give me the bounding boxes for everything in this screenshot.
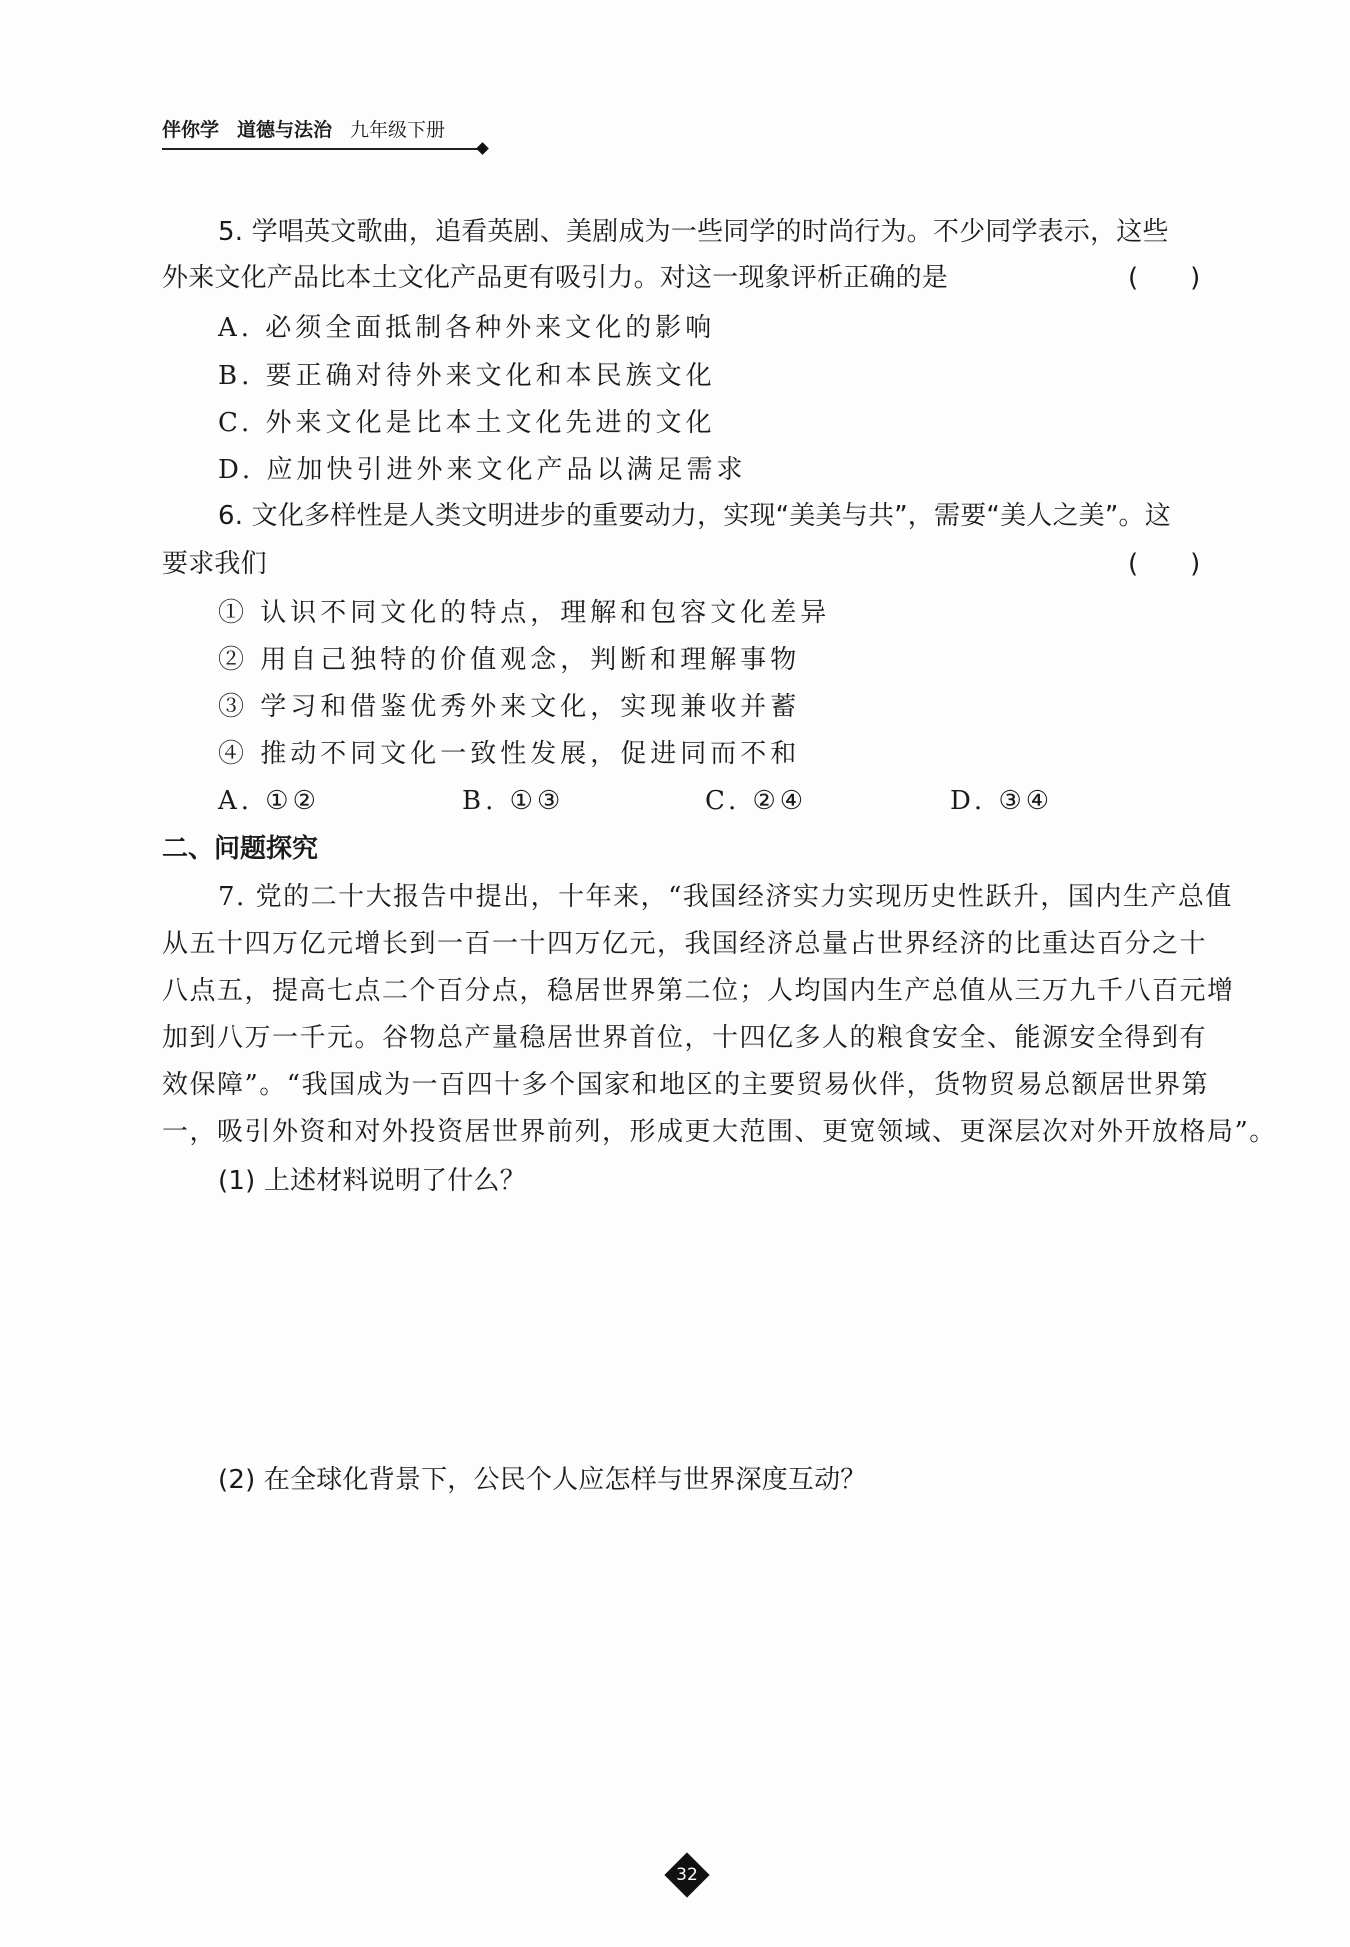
q7-subquestion-1: (1) 上述材料说明了什么？ [218,1166,526,1196]
q5-option-b: B. 要正确对待外来文化和本民族文化 [218,361,716,391]
q5-option-a: A. 必须全面抵制各种外来文化的影响 [218,313,716,343]
q6-choice-b: B. ①③ [462,786,565,816]
q7-material-line-6: 一，吸引外资和对外投资居世界前列，形成更大范围、更宽领域、更深层次对外开放格局”。 [162,1117,1277,1147]
q5-answer-parentheses: ( ) [1128,263,1201,293]
q5-stem-line-1: 5. 学唱英文歌曲，追看英剧、美剧成为一些同学的时尚行为。不少同学表示，这些 [218,217,1169,247]
q5-option-d: D. 应加快引进外来文化产品以满足需求 [218,455,747,485]
header-grade: 九年级下册 [350,119,446,141]
section-heading: 二、问题探究 [162,834,319,864]
running-header [162,118,492,148]
q6-choice-c: C. ②④ [705,786,808,816]
header-diamond-icon [476,142,489,155]
q6-statement-4: ④ 推动不同文化一致性发展，促进同而不和 [218,739,801,769]
q7-material-line-3: 八点五，提高七点二个百分点，稳居世界第二位；人均国内生产总值从三万九千八百元增 [162,976,1235,1006]
q6-stem-line-1: 6. 文化多样性是人类文明进步的重要动力，实现“美美与共”，需要“美人之美”。这 [218,501,1171,531]
header-subject: 道德与法治 [237,119,333,141]
q7-material-line-2: 从五十四万亿元增长到一百一十四万亿元，我国经济总量占世界经济的比重达百分之十 [162,929,1208,959]
q5-option-c: C. 外来文化是比本土文化先进的文化 [218,408,716,438]
page-number-badge [664,1852,710,1898]
q6-statement-3: ③ 学习和借鉴优秀外来文化，实现兼收并蓄 [218,692,801,722]
q6-statement-2: ② 用自己独特的价值观念，判断和理解事物 [218,645,801,675]
q7-material-line-4: 加到八万一千元。谷物总产量稳居世界首位，十四亿多人的粮食安全、能源安全得到有 [162,1023,1208,1053]
header-book-title: 伴你学 [162,119,220,141]
header-text [162,118,492,142]
q6-statement-1: ① 认识不同文化的特点，理解和包容文化差异 [218,598,831,628]
q7-subquestion-2: (2) 在全球化背景下，公民个人应怎样与世界深度互动？ [218,1465,867,1495]
q6-stem-line-2: 要求我们 [162,549,267,579]
header-rule [162,148,484,150]
q6-choice-d: D. ③④ [950,786,1054,816]
page-number: 32 [676,1865,698,1885]
q5-stem-line-2: 外来文化产品比本土文化产品更有吸引力。对这一现象评析正确的是 [162,263,949,293]
q6-choice-a: A. ①② [218,786,320,816]
q7-material-line-5: 效保障”。“我国成为一百四十多个国家和地区的主要贸易伙伴，货物贸易总额居世界第 [162,1070,1210,1100]
q6-answer-parentheses: ( ) [1128,549,1201,579]
q7-material-line-1: 7. 党的二十大报告中提出，十年来，“我国经济实力实现历史性跃升，国内生产总值 [218,882,1233,912]
